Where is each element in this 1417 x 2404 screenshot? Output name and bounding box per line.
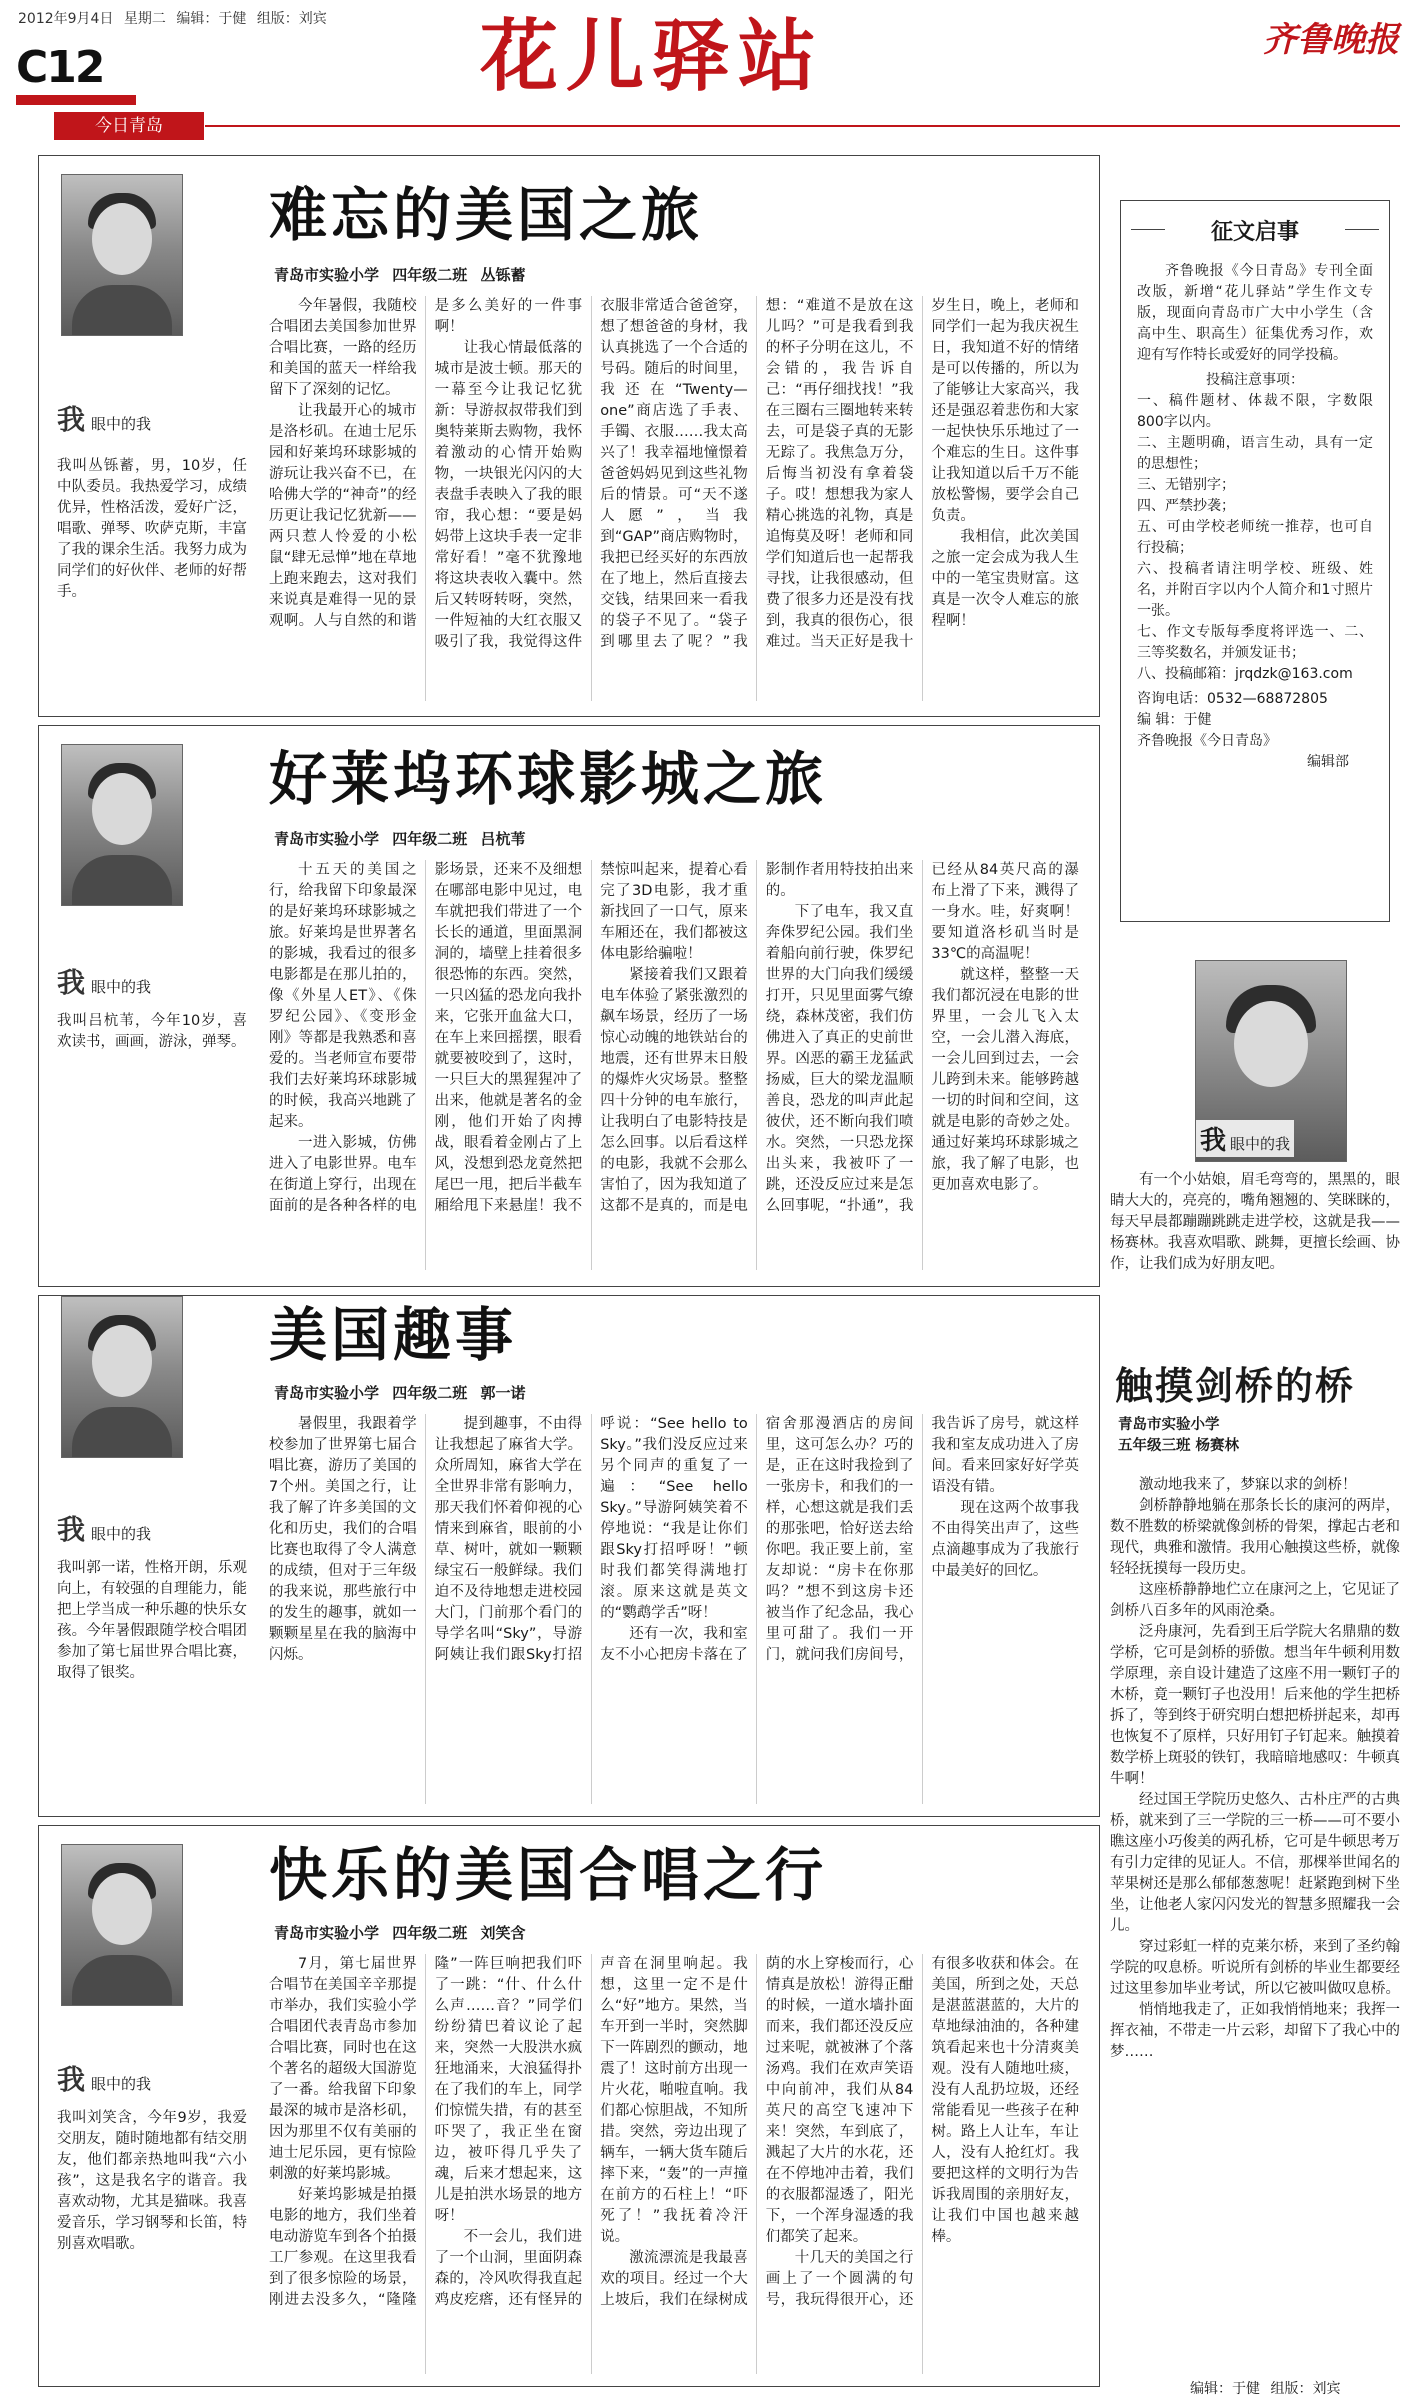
article-byline: 青岛市实验小学 四年级二班 丛铄蓄 — [274, 266, 526, 284]
paragraph: 让我心情最低落的城市是波士顿。那天的一幕至今让我记忆犹新：导游叔叔带我们到奥特莱斯去购物，我怀着激动的心情开始购物，一块银光闪闪的大表盘手表映入了我的眼帘，我心想：“要是妈妈带上这块手表一定非常好看！”毫不犹豫地将这块表收入囊中。然后又转呀转呀，突然，一件短袖的大红衣服又吸引了我，我觉得这件衣服非常适合爸爸穿，想了想爸爸的身材，我认真挑选了一个合适的号码。随后的时间里，我还在“Twenty—one”商店选了手表、手镯、衣服……我太高兴了！我幸福地憧憬着爸爸妈妈见到这些礼物后的情景。可“天不遂人愿”，当我到“GAP”商店购物时，我把已经买好的东西放在了地上，然后直接去交钱，结果回来一看我的袋子不见了。“袋子到哪里去了呢？”我想：“难道不是放在这儿吗？”可是我看到我的杯子分明在这儿，不会错的，我告诉自己：“再仔细找找！”我在三圈右三圈地转来转去，可是袋子真的无影无踪了。我焦急万分，后悔当初没有拿着袋子。哎！想想我为家人精心挑选的礼物，真是追悔莫及呀！老师和同学们知道后也一起帮我寻找，让我很感动，但费了很多力还是没有找到，我真的很伤心，很难过。当天正好是我十岁生日，晚上，老师和同学们一起为我庆祝生日，我知道不好的情绪是可以传播的，所以为了能够让大家高兴，我还是强忍着悲伤和大家一起快快乐乐地过了一个难忘的生日。这件事让我知道以后千万不能放松警惕，要学会自己负责。 — [434, 298, 1079, 650]
paragraph: 下了电车，我又直奔侏罗纪公园。我们坐着船向前行驶，侏罗纪世界的大门向我们缓缓打开，只见里面雾气缭绕，森林茂密，我们仿佛进入了真正的史前世界。凶恶的霸王龙猛武扬威，巨大的梁龙温顺善良，恐龙的叫声此起彼伏，还不断向我们喷水。突然，一只恐龙探出头来，我被吓了一跳，还没反应过来是怎么回事呢，“扑通”，我已经从84英尺高的瀑布上滑了下来，溅得了一身水。哇，好爽啊！要知道洛杉矶当时是33℃的高温呢！ — [765, 862, 1079, 1214]
paragraph: 紧接着我们又跟着电车体验了紧张激烈的飙车场景，经历了一场惊心动魄的地铁站台的地震，还有世界末日般的爆炸火灾场景。整整四十分钟的电车旅行，让我明白了电影特技是怎么回事。以后看这样的电影，我就不会那么害怕了，因为我知道了这都不是真的，而是电影制作者用特技拍出来的。 — [600, 862, 914, 1214]
paragraph: 十五天的美国之行，给我留下印象最深的是好莱坞环球影城之旅。好莱坞是世界著名的影城，我看过的很多电影都是在那儿拍的，像《外星人ET》、《侏罗纪公园》、《变形金刚》等都是我熟悉和喜爱的。当老师宣布要带我们去好莱坞环球影城的时候，我高兴地跳了起来。 — [269, 862, 417, 1130]
masthead-title: 花儿驿站 — [480, 11, 825, 102]
paragraph: 一进入影城，仿佛进入了电影世界。电车在街道上穿行，出现在面前的是各种各样的电影场景，还来不及细想在哪部电影中见过，电车就把我们带进了一个长长的通道，里面黑洞洞的，墙壁上挂着很多很恐怖的东西。突然，一只凶猛的恐龙向我扑来，它张开血盆大口，在车上来回摇摆，眼看就要被咬到了，这时，一只巨大的黑猩猩冲了出来，他就是著名的金刚，他们开始了肉搏战，眼看着金刚占了上风，没想到恐龙竟然把尾巴一甩，把后半截车厢给甩下来悬崖！我不禁惊叫起来，提着心看完了3D电影，我才重新找回了一口气，原来车厢还在，我们都被这体电影给骗啦！ — [269, 862, 748, 1214]
page-number: C12 — [16, 42, 104, 93]
article-body — [269, 1954, 1079, 2374]
notice-dept: 齐鲁晚报《今日青岛》 — [1137, 733, 1277, 749]
side-article-title: 触摸剑桥的桥 — [1115, 1363, 1356, 1408]
paragraph: 7月，第七届世界合唱节在美国辛辛那提市举办，我们实验小学合唱团代表青岛市参加合唱比赛，同时也在这个著名的超级大国游览了一番。给我留下印象最深的城市是洛杉矶，因为那里不仅有美丽的迪士尼乐园，更有惊险刺激的好莱坞影城。 — [269, 1956, 417, 2182]
paragraph: 激流漂流是我最喜欢的项目。经过一个大上坡后，我们在绿树成荫的水上穿梭而行，心情真是放松！游得正酣的时候，一道水墙扑面而来，我们都还没反应过来呢，就被淋了个落汤鸡。我们在欢声笑语中向前冲，我们从84英尺的高空飞速冲下来！突然，车到底了，溅起了大片的水花，还在不停地冲击着，我们的衣服都湿透了，阳光下，一个浑身湿透的我们都笑了起来。 — [600, 1956, 914, 2308]
notice-title: 征文启事 — [1171, 215, 1339, 246]
article-byline: 青岛市实验小学 四年级二班 刘笑含 — [274, 1924, 526, 1942]
notice-intro: 齐鲁晚报《今日青岛》专刊全面改版，新增“花儿驿站”学生作文专版，现面向青岛市广大中小学生（含高中生、职高生）征集优秀习作，欢迎有写作特长或爱好的同学投稿。 — [1137, 263, 1373, 363]
article-byline: 青岛市实验小学 四年级二班 郭一诺 — [274, 1384, 526, 1402]
article-title: 快乐的美国合唱之行 — [269, 1841, 828, 1909]
header-rule — [205, 125, 1400, 127]
notice-rule: 八、投稿邮箱：jrqdzk@163.com — [1137, 666, 1353, 682]
paragraph: 这座桥静静地伫立在康河之上，它见证了剑桥八百多年的风雨沧桑。 — [1110, 1582, 1400, 1619]
notice-phone: 咨询电话：0532—68872805 — [1137, 691, 1328, 707]
article-title: 美国趣事 — [269, 1301, 518, 1369]
paragraph: 剑桥静静地躺在那条长长的康河的两岸，数不胜数的桥梁就像剑桥的骨架，撑起古老和现代，典雅和激情。我用心触摸这些桥，就像轻轻抚摸每一段历史。 — [1110, 1498, 1400, 1577]
side-article-byline — [1118, 1415, 1239, 1457]
author-bio: 我叫丛铄蓄，男，10岁，任中队委员。我热爱学习，成绩优异，性格活泼，爱好广泛，唱歌、弹琴、吹萨克斯，丰富了我的课余生活。我努力成为同学们的好伙伴、老师的好帮手。 — [57, 458, 247, 600]
side-author-bio: 有一个小姑娘，眉毛弯弯的，黑黑的，眼睛大大的，亮亮的，嘴角翘翘的、笑眯眯的，每天早晨都蹦蹦跳跳走进学校，这就是我——杨赛林。我喜欢唱歌、跳舞，更擅长绘画、协作，让我们成为好朋友吧。 — [1110, 1172, 1400, 1272]
footer-layout: 组版：刘宾 — [1270, 2381, 1341, 2397]
paragraph: 暑假里，我跟着学校参加了世界第七届合唱比赛，游历了美国的7个州。美国之行，让我了解了许多美国的文化和历史，我们的合唱比赛也取得了令人满意的成绩，但对于三年级的我来说，那些旅行中的发生的趣事，就如一颗颗星星在我的脑海中闪烁。 — [269, 1416, 417, 1663]
eye-label-small: 眼中的我 — [91, 2075, 152, 2093]
call-for-submissions — [1120, 200, 1390, 922]
page-number-bar — [16, 95, 136, 105]
eye-label-big: 我 — [57, 2063, 86, 2096]
side-article-school: 青岛市实验小学 — [1118, 1417, 1220, 1433]
paragraph: 现在这两个故事我不由得笑出声了，这些点滴趣事成为了我旅行中最美好的回忆。 — [931, 1500, 1079, 1579]
paragraph: 好莱坞影城是拍摄电影的地方，我们坐着电动游览车到各个拍摄工厂参观。在这里我看到了很多惊险的场景，刚进去没多久，“隆隆隆”一阵巨响把我们吓了一跳：“什、什么什么声……音？”同学们纷纷猜巴着议论了起来，突然一大股洪水疯狂地涌来，大浪猛得扑在了我们的车上，同学们惊慌失措，有的甚至吓哭了，我正坐在窗边，被吓得几乎失了魂，后来才想起来，这儿是拍洪水场景的地方呀！ — [269, 1956, 583, 2308]
article-1 — [38, 155, 1100, 717]
paragraph: 泛舟康河，先看到王后学院大名鼎鼎的数学桥，它可是剑桥的骄傲。想当年牛顿利用数学原理，亲自设计建造了这座不用一颗钉子的木桥，竟一颗钉子也没用！后来他的学生把桥拆了，等到终于研究明白想把桥拼起来，却再也恢复不了原样，只好用钉子钉起来。触摸着数学桥上斑驳的铁钉，我暗暗地感叹：牛顿真牛啊！ — [1110, 1624, 1400, 1787]
notice-rule: 四、严禁抄袭； — [1137, 498, 1235, 514]
paragraph: 经过国王学院历史悠久、古朴庄严的古典桥，就来到了三一学院的三一桥——可不要小瞧这座小巧俊美的两孔桥，它可是牛顿思考万有引力定律的见证人。不信，那棵举世闻名的苹果树还是那么郁郁葱葱呢！赶紧跑到树下坐坐，让他老人家闪闪发光的智慧多照耀我一会儿。 — [1110, 1792, 1400, 1934]
header-weekday: 星期二 — [123, 11, 166, 27]
eye-label-big: 我 — [57, 1513, 86, 1546]
eye-label-big: 我 — [57, 966, 86, 999]
notice-rule: 二、主题明确，语言生动，具有一定的思想性； — [1137, 435, 1373, 472]
notice-rule: 五、可由学校老师统一推荐，也可自行投稿； — [1137, 519, 1373, 556]
article-4 — [38, 1825, 1100, 2387]
notice-rule: 三、无错别字； — [1137, 477, 1235, 493]
eye-label — [57, 961, 151, 1001]
header-date-line — [18, 8, 327, 28]
header-date: 2012年9月4日 — [18, 11, 114, 27]
author-bio: 我叫郭一诺，性格开朗，乐观向上，有较强的自理能力，能把上学当成一种乐趣的快乐女孩。今年暑假跟随学校合唱团参加了第七届世界合唱比赛，取得了银奖。 — [57, 1560, 247, 1681]
author-photo — [61, 1296, 183, 1458]
paragraph: 让我最开心的城市是洛杉矶。在迪士尼乐园和好莱坞环球影城的游玩让我兴奋不已，在哈佛大学的“神奇”的经历更让我记忆犹新——两只惹人怜爱的小松鼠“肆无忌惮”地在草地上跑来跑去，这对我们来说真是难得一见的景观啊。人与自然的和谐是多么美好的一件事啊！ — [269, 298, 583, 629]
article-title: 难忘的美国之旅 — [269, 181, 704, 249]
author-photo — [61, 174, 183, 336]
paragraph: 十几天的美国之行画上了一个圆满的句号，我玩得很开心，还有很多收获和体会。在美国，所到之处，天总是湛蓝湛蓝的，大片的草地绿油油的，各种建筑看起来也十分清爽美观。没有人随地吐痰，没有人乱扔垃圾，还经常能看见一些孩子在种树。路上人让车，车让人，没有人抢红灯。我要把这样的文明行为告诉我周围的亲朋好友，让我们中国也越来越棒。 — [765, 1956, 1079, 2308]
notice-rules-title: 投稿注意事项： — [1206, 372, 1304, 388]
brand-logo: 齐鲁晚报 — [1263, 20, 1399, 60]
article-byline: 青岛市实验小学 四年级二班 吕杭苇 — [274, 830, 526, 848]
eye-label — [57, 2058, 151, 2098]
article-body — [269, 1414, 1079, 1804]
eye-label — [1196, 1120, 1294, 1157]
paragraph: 还有一次，我和室友不小心把房卡落在了宿舍那漫酒店的房间里，这可怎么办？巧的是，正在这时我捡到了一张房卡，和我们的一样，心想这就是我们丢的那张吧，恰好送去给你吧。我正要上前，室友却说：“房卡在你那吗？”想不到这房卡还被当作了纪念品，我心里可甜了。我们一开门，就问我们房间号，我告诉了房号，就这样我和室友成功进入了房间。看来回家好好学英语没有错。 — [600, 1416, 1079, 1663]
side-article-author: 五年级三班 杨赛林 — [1118, 1438, 1240, 1454]
paragraph: 就这样，整整一天我们都沉浸在电影的世界里，一会儿飞入太空，一会儿潜入海底，一会儿回到过去，一会儿跨到未来。能够跨越一切的时间和空间，这就是电影的奇妙之处。通过好莱坞环球影城之旅，我了解了电影，也更加喜欢电影了。 — [931, 967, 1079, 1193]
header-layout: 组版：刘宾 — [256, 11, 327, 27]
eye-label — [57, 1508, 151, 1548]
footer-editor: 编辑：于健 — [1190, 2381, 1260, 2397]
side-article-body — [1110, 1475, 1400, 2365]
author-photo — [61, 1844, 183, 2006]
eye-label — [57, 398, 151, 438]
article-body — [269, 296, 1079, 701]
section-tag: 今日青岛 — [54, 112, 204, 140]
notice-editor: 编 辑：于健 — [1137, 712, 1212, 728]
eye-label-big: 我 — [1200, 1126, 1227, 1156]
paragraph: 不一会儿，我们进了一个山洞，里面阴森森的，冷风吹得我直起鸡皮疙瘩，还有怪异的声音在洞里响起。我想，这里一定不是什么“好”地方。果然，当车开到一半时，突然脚下一阵剧烈的颤动，地震了！这时前方出现一片火花，啪啦直响。我们都心惊胆战，不知所措。突然，旁边出现了辆车，一辆大货车随后摔下来，“轰”的一声撞在前方的石柱上！“吓死了！”我抚着冷汗说。 — [434, 1956, 748, 2308]
eye-label-small: 眼中的我 — [91, 415, 152, 433]
article-2 — [38, 725, 1100, 1287]
notice-rule: 一、稿件题材、体裁不限，字数限800字以内。 — [1137, 393, 1373, 430]
article-body — [269, 860, 1079, 1270]
header-editor: 编辑：于健 — [176, 11, 247, 27]
eye-label-small: 眼中的我 — [1230, 1135, 1291, 1153]
notice-rule: 七、作文专版每季度将评选一、二、三等奖数名，并颁发证书； — [1137, 624, 1373, 661]
paragraph: 激动地我来了，梦寐以求的剑桥！ — [1139, 1477, 1357, 1493]
eye-label-big: 我 — [57, 403, 86, 436]
article-3 — [38, 1295, 1100, 1817]
author-bio: 我叫吕杭苇，今年10岁，喜欢读书，画画，游泳，弹琴。 — [57, 1013, 247, 1050]
eye-label-small: 眼中的我 — [91, 978, 152, 996]
article-title: 好莱坞环球影城之旅 — [269, 745, 828, 813]
notice-rule: 六、投稿者请注明学校、班级、姓名，并附百字以内个人简介和1寸照片一张。 — [1137, 561, 1373, 619]
paragraph: 穿过彩虹一样的克莱尔桥，来到了圣约翰学院的叹息桥。听说所有剑桥的毕业生都要经过这里参加毕业考试，所以它被叫做叹息桥。 — [1110, 1939, 1400, 1997]
paragraph: 悄悄地我走了，正如我悄悄地来；我挥一挥衣袖，不带走一片云彩，却留下了我心中的梦…… — [1110, 2002, 1400, 2060]
eye-label-small: 眼中的我 — [91, 1525, 152, 1543]
paragraph: 我相信，此次美国之旅一定会成为我人生中的一笔宝贵财富。这真是一次令人难忘的旅程啊！ — [931, 529, 1079, 629]
notice-body — [1137, 261, 1373, 773]
author-photo — [61, 744, 183, 906]
footer-credits — [1190, 2378, 1340, 2398]
author-bio: 我叫刘笑含，今年9岁，我爱交朋友，随时随地都有结交朋友，他们都亲热地叫我“六小孩”，这是我名字的谐音。我喜欢动物，尤其是猫咪。我喜爱音乐，学习钢琴和长笛，特别喜欢唱歌。 — [57, 2110, 247, 2252]
side-author-photo — [1195, 960, 1347, 1162]
paragraph: 提到趣事，不由得让我想起了麻省大学。众所周知，麻省大学在全世界非常有影响力，那天我们怀着仰视的心情来到麻省，眼前的小草、树叶，就如一颗颗绿宝石一般鲜绿。我们迫不及待地想走进校园大门，门前那个看门的导学名叫“Sky”，导游阿姨让我们跟Sky打招呼说：“See hello to Sky。”我们没反应过来另个同声的重复了一遍：“See hello Sky。”导游阿姨笑着不停地说：“我是让你们跟Sky打招呼呀！”顿时我们都笑得满地打滚。原来这就是英文的“鹦鹉学舌”呀！ — [434, 1416, 748, 1663]
notice-dept2: 编辑部 — [1307, 754, 1349, 770]
paragraph: 今年暑假，我随校合唱团去美国参加世界合唱比赛，一路的经历和美国的蓝天一样给我留下了深刻的记忆。 — [269, 298, 417, 398]
